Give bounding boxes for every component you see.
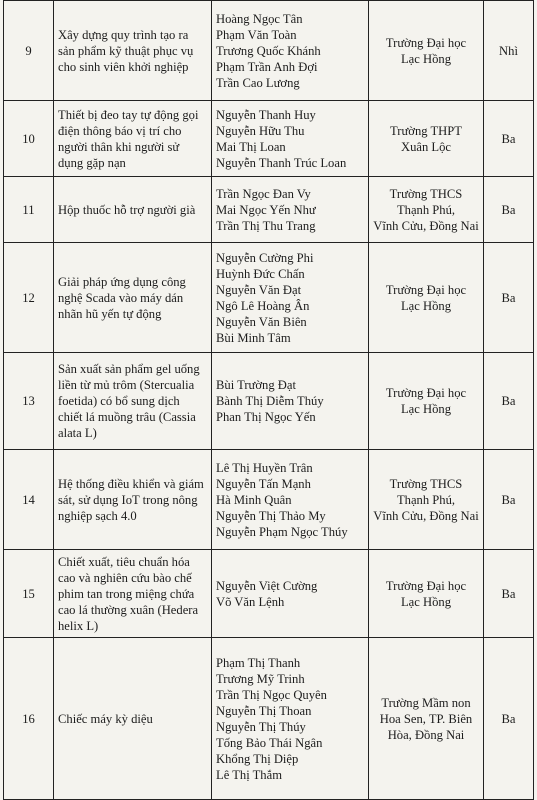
prize-level: Ba [484,101,534,177]
unit-name-line: Trường THCS [389,476,463,491]
member-list [212,353,369,450]
member-list-line: Lê Thị Huyền Trân [216,460,313,475]
project-name-line: nhãn hũ yến tự động [58,306,162,321]
prize-level: Ba [484,638,534,800]
row-number: 14 [4,450,54,550]
member-list-line: Bùi Trường Đạt [216,378,296,392]
project-name-line: điện thông báo vị trí cho [58,123,182,138]
project-name-line: Chiết xuất, tiêu chuẩn hóa [58,554,190,569]
unit-name [369,353,484,450]
unit-name-line: Trường Đại học [385,282,467,297]
unit-name-line: Lạc Hồng [400,594,451,609]
prize-level: Ba [484,450,534,550]
member-list-line: Nguyễn Văn Đạt [216,282,302,297]
unit-name [369,450,484,550]
member-list-line: Trần Thị Thu Trang [216,218,316,233]
project-name-line: chiết lá muồng trâu (Cassia [58,410,196,424]
unit-name-line: Lạc Hồng [400,51,451,66]
project-name-line: sát, sử dụng IoT trong nông [58,492,198,507]
row-number: 12 [4,243,54,353]
unit-name [369,638,484,800]
member-list-line: Phan Thị Ngọc Yến [216,410,316,424]
member-list-line: Trương Quốc Khánh [216,43,321,58]
project-name [54,550,212,638]
member-list-line: Trần Cao Lương [216,75,300,90]
member-list-line: Huỳnh Đức Chấn [216,266,305,281]
unit-name-line: Trường THPT [390,123,462,138]
member-list-line: Nguyễn Thanh Trúc Loan [216,155,347,170]
unit-name-line: Thạnh Phú, [396,202,456,217]
unit-name-line: Vĩnh Cửu, Đồng Nai [373,508,479,523]
member-list-line: Phạm Trần Anh Đợi [216,59,318,74]
unit-name-line: Trường Đại học [385,35,467,50]
prize-level: Ba [484,177,534,243]
table-row [4,1,534,101]
unit-name [369,177,484,243]
member-list-line: Phạm Thị Thanh [216,655,301,670]
member-list-line: Nguyễn Thị Thoan [216,703,312,718]
project-name [54,1,212,101]
unit-name [369,243,484,353]
project-name-line: liền từ mủ trôm (Stercualia [58,378,195,392]
member-list-line: Nguyễn Thị Thúy [216,719,306,734]
unit-name-line: Trường THCS [389,186,463,201]
project-name-line: nghiệp sạch 4.0 [58,508,137,523]
table-row [4,638,534,800]
row-number: 11 [4,177,54,243]
project-name-line: cao lá thường xuân (Hedera [58,602,199,617]
row-number: 13 [4,353,54,450]
member-list-line: Trần Thị Ngọc Quyên [216,687,327,702]
unit-name-line: Vĩnh Cửu, Đồng Nai [373,218,479,233]
prize-level: Ba [484,353,534,450]
member-list-line: Trương Mỹ Trinh [216,671,305,686]
project-name-line: nghệ Scada vào máy dán [58,290,184,305]
member-list-line: Hoàng Ngọc Tân [216,11,303,26]
project-name-line: Sản xuất sản phẩm gel uống [58,362,200,376]
prize-level: Ba [484,243,534,353]
prize-level: Ba [484,550,534,638]
member-list-line: Nguyễn Phạm Ngọc Thúy [216,524,348,539]
member-list-line: Nguyễn Cường Phi [216,250,314,265]
row-number: 15 [4,550,54,638]
member-list-line: Phạm Văn Toàn [216,27,297,42]
table-row [4,450,534,550]
member-list [212,177,369,243]
member-list-line: Tống Bảo Thái Ngân [216,735,323,750]
project-name-line: alata L) [58,426,97,440]
project-name-line: người thân khi người sử [58,139,180,154]
project-name-line: foetida) có bổ sung dịch [58,394,180,408]
unit-name-line: Trường Đại học [385,386,467,400]
member-list [212,1,369,101]
row-number: 9 [4,1,54,101]
member-list-line: Nguyễn Tấn Mạnh [216,476,311,491]
member-list-line: Khổng Thị Diệp [216,751,299,766]
unit-name-line: Hòa, Đồng Nai [387,727,465,742]
member-list-line: Bành Thị Diễm Thúy [216,394,324,408]
project-name-line: dụng gặp nạn [58,155,126,170]
unit-name-line: Xuân Lộc [400,139,451,154]
member-list [212,550,369,638]
project-name-line: cho sinh viên khởi nghiệp [58,59,189,74]
prize-level: Nhì [484,1,534,101]
project-name-line: Xây dựng quy trình tạo ra [58,27,189,42]
member-list-line: Hà Minh Quân [216,492,292,507]
member-list [212,243,369,353]
table-row [4,550,534,638]
row-number: 16 [4,638,54,800]
project-name [54,450,212,550]
member-list-line: Võ Văn Lệnh [216,594,285,609]
unit-name [369,101,484,177]
member-list-line: Nguyễn Hữu Thu [216,123,305,138]
project-name-line: Hộp thuốc hỗ trợ người già [58,202,196,217]
unit-name [369,550,484,638]
project-name [54,638,212,800]
member-list-line: Bùi Minh Tâm [216,330,291,345]
project-name [54,177,212,243]
member-list-line: Nguyễn Văn Biên [216,314,307,329]
awards-table [3,0,534,800]
member-list-line: Ngô Lê Hoàng Ân [216,298,310,313]
member-list-line: Mai Ngọc Yến Như [216,202,316,217]
unit-name-line: Lạc Hồng [400,402,451,416]
row-number: 10 [4,101,54,177]
member-list [212,638,369,800]
project-name [54,353,212,450]
project-name-line: Thiết bị đeo tay tự động gọi [58,107,199,122]
project-name-line: sản phẩm kỹ thuật phục vụ [58,43,194,58]
awards-table-body [4,1,534,800]
project-name [54,101,212,177]
unit-name-line: Hoa Sen, TP. Biên [379,711,473,726]
table-row [4,101,534,177]
project-name-line: Hệ thống điều khiển và giám [58,476,204,491]
project-name [54,243,212,353]
member-list-line: Nguyễn Việt Cường [216,578,318,593]
member-list-line: Mai Thị Loan [216,139,286,154]
unit-name-line: Lạc Hồng [400,298,451,313]
project-name-line: helix L) [58,618,99,633]
table-row [4,353,534,450]
unit-name [369,1,484,101]
unit-name-line: Trường Mầm non [381,695,471,710]
member-list-line: Nguyễn Thị Thảo My [216,508,326,523]
member-list-line: Nguyễn Thanh Huy [216,107,316,122]
table-row [4,243,534,353]
member-list [212,450,369,550]
project-name-line: Giải pháp ứng dụng công [58,274,186,289]
member-list-line: Trần Ngọc Đan Vy [216,186,311,201]
table-row [4,177,534,243]
unit-name-line: Thạnh Phú, [396,492,456,507]
project-name-line: phim tan trong miệng chứa [58,586,195,601]
project-name-line: Chiếc máy kỳ diệu [58,711,153,726]
member-list [212,101,369,177]
member-list-line: Lê Thị Thắm [216,767,282,782]
project-name-line: cao và nghiên cứu bào chế [58,570,192,585]
unit-name-line: Trường Đại học [385,578,467,593]
